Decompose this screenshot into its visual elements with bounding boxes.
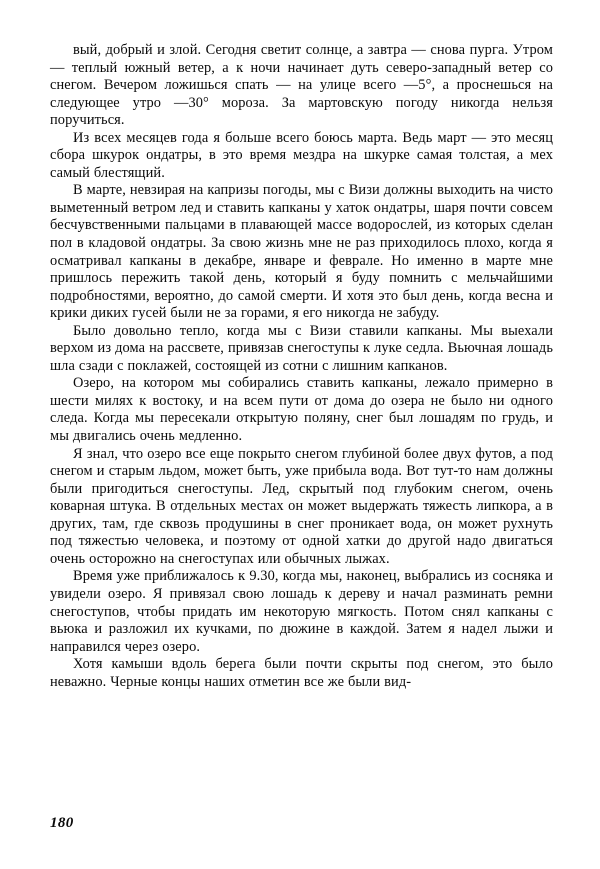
paragraph: Время уже приближалось к 9.30, когда мы, наконец, выбрались из сосняка и увидели озеро. Я привязал свою лошадь к дереву и начал разминать ремни снегоступов, чтобы придать им некоторую мягкость. Потом снял капканы с вьюка и разложил их кучками, по дюжине в каждой. Затем я надел лыжи и направился через озеро. <box>50 568 553 655</box>
paragraph: вый, добрый и злой. Сегодня светит солнце, а завтра — снова пурга. Утром — теплый южный ветер, а к ночи начинает дуть северо-западный ветер со снегом. Вечером ложишься спать — на улице всего —5°, а проснешься на следующее утро —30° мороза. За мартовскую погоду никогда нельзя поручиться. <box>50 42 553 129</box>
paragraph: Хотя камыши вдоль берега были почти скрыты под снегом, это было неважно. Черные концы наших отметин все же были вид- <box>50 656 553 690</box>
paragraph: Из всех месяцев года я больше всего боюсь марта. Ведь март — это месяц сбора шкурок ондатры, в это время мездра на шкурке самая толстая, а мех самый блестящий. <box>50 129 553 181</box>
page-text-block <box>50 42 553 691</box>
paragraph: В марте, невзирая на капризы погоды, мы с Визи должны выходить на чисто выметенный ветром лед и ставить капканы у хаток ондатры, шаря почти совсем бесчувственными пальцами в плавающей массе водорослей, из которых сделан пол в кладовой ондатры. За свою жизнь мне не раз приходилось плохо, когда я осматривал капканы в декабре, январе и феврале. Но именно в марте мне пришлось пережить такой день, который я буду помнить с мельчайшими подробностями, вероятно, до самой смерти. И хотя это был день, когда весна и крики диких гусей были не за горами, я его никогда не забуду. <box>50 182 553 322</box>
paragraph: Озеро, на котором мы собирались ставить капканы, лежало примерно в шести милях к востоку, и на всем пути от дома до озера не было ни одного следа. Когда мы пересекали открытую поляну, снег был лошадям по грудь, и мы двигались очень медленно. <box>50 375 553 445</box>
paragraph: Я знал, что озеро все еще покрыто снегом глубиной более двух футов, а под снегом и старым льдом, может быть, уже прибыла вода. Вот тут-то нам должны были пригодиться снегоступы. Лед, скрытый под глубоким снегом, очень коварная штука. В отдельных местах он может выдержать тяжесть липкора, а в других, там, где сквозь продушины в снег проникает вода, он может рухнуть под тяжестью человека, и поэтому от одной хатки до другой надо двигаться очень осторожно на снегоступах или обычных лыжах. <box>50 445 553 567</box>
page-number: 180 <box>50 815 74 831</box>
paragraph: Было довольно тепло, когда мы с Визи ставили капканы. Мы выехали верхом из дома на рассвете, привязав снегоступы к луке седла. Вьючная лошадь шла сзади с поклажей, состоящей из сотни с лишним капканов. <box>50 322 553 374</box>
